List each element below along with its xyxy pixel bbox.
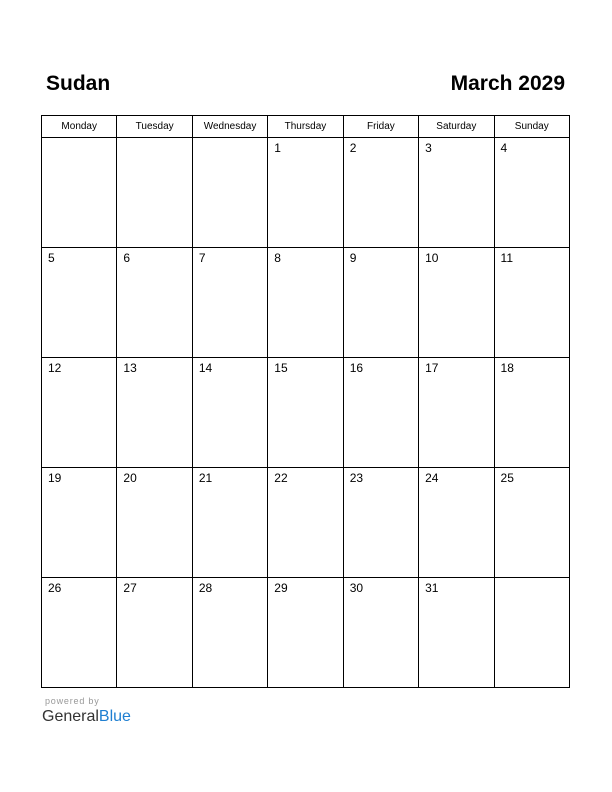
week-row-3 (42, 358, 570, 468)
day-number: 14 (198, 361, 213, 375)
country-title: Sudan (46, 72, 111, 95)
day-cell (42, 358, 117, 468)
weekday-wednesday: Wednesday (192, 116, 267, 138)
day-number: 13 (123, 361, 137, 375)
day-number: 21 (198, 471, 213, 485)
day-number: 22 (274, 471, 288, 485)
day-cell (268, 138, 343, 248)
week-row-2 (42, 248, 570, 358)
day-number: 9 (349, 251, 357, 265)
day-number: 19 (48, 471, 62, 485)
day-number: 30 (349, 581, 364, 595)
day-number: 27 (123, 581, 137, 595)
day-number: 10 (425, 251, 439, 265)
day-cell (192, 578, 267, 688)
day-cell (419, 248, 494, 358)
weekday-sunday: Sunday (494, 116, 569, 138)
weekday-header-row (42, 116, 570, 138)
weekday-friday: Friday (343, 116, 418, 138)
day-cell (117, 248, 192, 358)
weekday-thursday: Thursday (268, 116, 343, 138)
day-number: 23 (349, 471, 364, 485)
brand-footer (42, 696, 131, 727)
day-cell (343, 358, 418, 468)
day-number: 15 (274, 361, 288, 375)
day-cell (494, 248, 569, 358)
day-number: 1 (274, 141, 281, 155)
day-cell (494, 468, 569, 578)
generalblue-logo (42, 707, 131, 727)
logo-general-text: General (42, 708, 99, 725)
day-cell (192, 138, 267, 248)
day-cell (192, 468, 267, 578)
day-cell (42, 248, 117, 358)
day-cell (42, 468, 117, 578)
day-number: 24 (425, 471, 439, 485)
day-number (117, 138, 191, 141)
weekday-monday: Monday (42, 116, 117, 138)
day-cell (419, 468, 494, 578)
day-cell (343, 468, 418, 578)
day-number: 4 (500, 141, 508, 155)
day-number: 20 (123, 471, 137, 485)
day-number: 2 (349, 141, 357, 155)
day-number: 18 (500, 361, 514, 375)
weekday-saturday: Saturday (419, 116, 494, 138)
day-number: 6 (123, 251, 131, 265)
day-cell (494, 358, 569, 468)
day-cell (494, 578, 569, 688)
weekday-tuesday: Tuesday (117, 116, 192, 138)
day-cell (343, 138, 418, 248)
day-cell (192, 248, 267, 358)
day-number: 7 (198, 251, 206, 265)
day-cell (494, 138, 569, 248)
day-number: 31 (425, 581, 439, 595)
day-cell (343, 248, 418, 358)
powered-by-text: powered by (45, 696, 100, 706)
day-number: 5 (48, 251, 55, 265)
day-cell (192, 358, 267, 468)
day-cell (419, 138, 494, 248)
day-cell (117, 138, 192, 248)
day-cell (117, 468, 192, 578)
day-number (193, 138, 267, 141)
day-number: 17 (425, 361, 439, 375)
day-number: 12 (48, 361, 62, 375)
day-cell (419, 358, 494, 468)
day-number: 16 (349, 361, 364, 375)
day-cell (42, 138, 117, 248)
day-number: 8 (274, 251, 281, 265)
day-cell (268, 248, 343, 358)
day-cell (268, 358, 343, 468)
month-title: March 2029 (450, 72, 565, 95)
day-cell (117, 358, 192, 468)
day-number (42, 138, 116, 141)
day-number: 28 (198, 581, 213, 595)
day-number: 25 (500, 471, 514, 485)
day-number: 3 (425, 141, 432, 155)
week-row-4 (42, 468, 570, 578)
day-cell (268, 468, 343, 578)
day-cell (42, 578, 117, 688)
day-number: 26 (48, 581, 62, 595)
week-row-1 (42, 138, 570, 248)
logo-blue-text: Blue (98, 708, 131, 725)
day-number: 11 (500, 251, 513, 265)
day-cell (343, 578, 418, 688)
day-cell (117, 578, 192, 688)
day-number: 29 (274, 581, 288, 595)
calendar-grid (41, 115, 570, 688)
day-cell (268, 578, 343, 688)
day-cell (419, 578, 494, 688)
week-row-5 (42, 578, 570, 688)
day-number (495, 578, 569, 581)
